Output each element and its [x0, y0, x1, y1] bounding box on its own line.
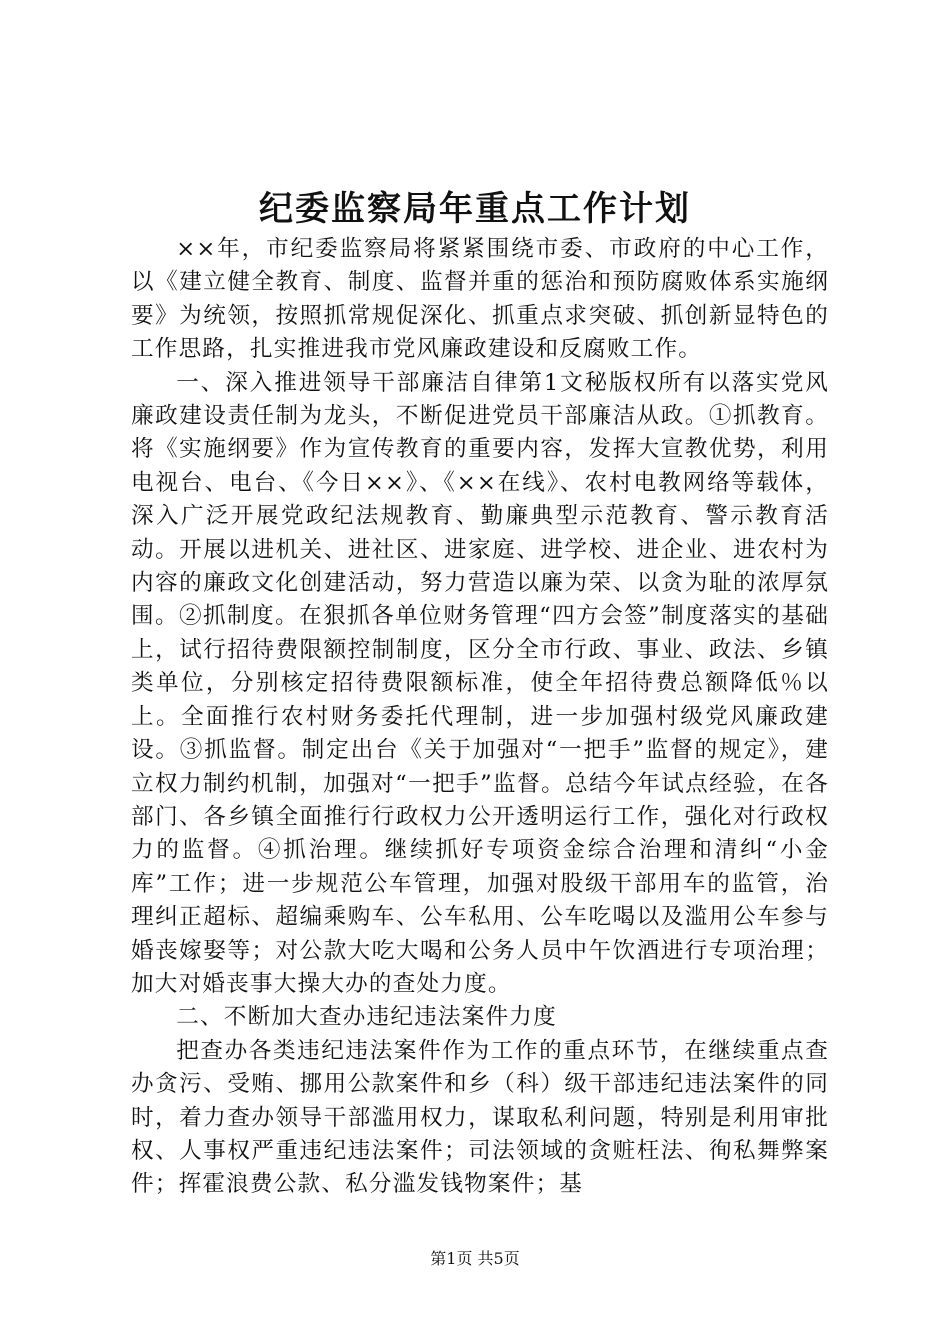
document-body [131, 233, 829, 1202]
paragraph-intro: ××年，市纪委监察局将紧紧围绕市委、市政府的中心工作，以《建立健全教育、制度、监督并重的惩治和预防腐败体系实施纲要》为统领，按照抓常规促深化、抓重点求突破、抓创新显特色的工作思路，扎实推进我市党风廉政建设和反腐败工作。 [131, 236, 829, 363]
section-heading-2: 二、不断加大查办违纪违法案件力度 [176, 1004, 557, 1031]
document-title: 纪委监察局年重点工作计划 [259, 189, 691, 229]
paragraph-section-2: 把查办各类违纪违法案件作为工作的重点环节，在继续重点查办贪污、受贿、挪用公款案件和乡（科）级干部违纪违法案件的同时，着力查办领导干部滥用权力，谋取私利问题，特别是利用审批权、人事权严重违纪违法案件；司法领域的贪赃枉法、徇私舞弊案件；挥霍浪费公款、私分滥发钱物案件；基 [131, 1037, 829, 1198]
paragraph-section-1: 一、深入推进领导干部廉洁自律第1文秘版权所有以落实党风廉政建设责任制为龙头，不断促进党员干部廉洁从政。①抓教育。将《实施纲要》作为宣传教育的重要内容，发挥大宣教优势，利用电视台、电台、《今日××》、《××在线》、农村电教网络等载体，深入广泛开展党政纪法规教育、勤廉典型示范教育、警示教育活动。开展以进机关、进社区、进家庭、进学校、进企业、进农村为内容的廉政文化创建活动，努力营造以廉为荣、以贪为耻的浓厚氛围。②抓制度。在狠抓各单位财务管理“四方会签”制度落实的基础上，试行招待费限额控制制度，区分全市行政、事业、政法、乡镇类单位，分别核定招待费限额标准，使全年招待费总额降低％以上。全面推行农村财务委托代理制，进一步加强村级党风廉政建设。③抓监督。制定出台《关于加强对“一把手”监督的规定》，建立权力制约机制，加强对“一把手”监督。总结今年试点经验，在各部门、各乡镇全面推行行政权力公开透明运行工作，强化对行政权力的监督。④抓治理。继续抓好专项资金综合治理和清纠“小金库”工作；进一步规范公车管理，加强对股级干部用车的监管，治理纠正超标、超编乘购车、公车私用、公车吃喝以及滥用公车参与婚丧嫁娶等；对公款大吃大喝和公务人员中午饮酒进行专项治理；加大对婚丧事大操大办的查处力度。 [131, 369, 829, 997]
page-footer: 第1页 共5页 [430, 1249, 520, 1268]
